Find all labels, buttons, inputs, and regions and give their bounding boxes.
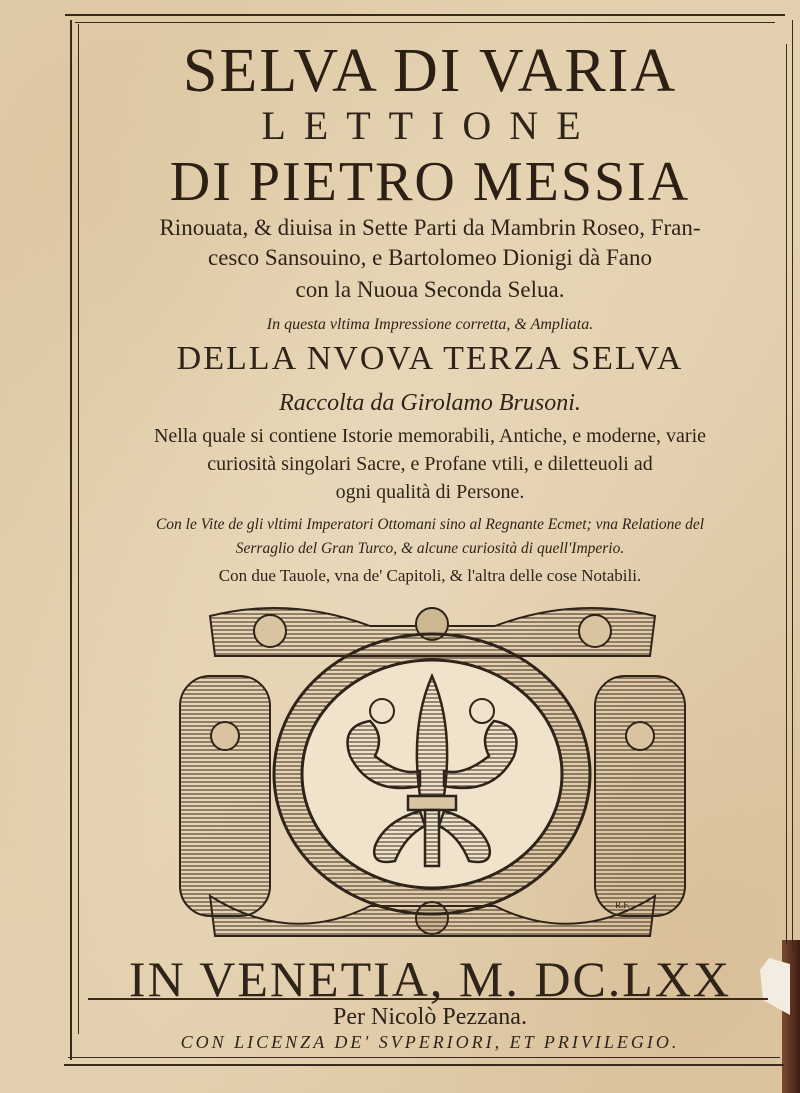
right-rule-inner (786, 44, 787, 944)
bottom-rule-outer (64, 1064, 784, 1066)
ottoman-line-1: Con le Vite de gli vltimi Imperatori Ottomani sino al Regnante Ecmet; vna Relatione del (155, 516, 705, 533)
contents-line-3: ogni qualità di Persone. (335, 481, 525, 503)
license-line: CON LICENZA DE' SVPERIORI, ET PRIVILEGIO. (180, 1032, 680, 1052)
top-rule-outer (65, 14, 785, 16)
third-selva-heading: DELLA NVOVA TERZA SELVA (176, 340, 684, 377)
printer-line: Per Nicolò Pezzana. (333, 1004, 527, 1030)
title-line-1: SELVA DI VARIA (182, 37, 678, 105)
title-line-2: LETTIONE (261, 103, 599, 148)
contents-line-1: Nella quale si contiene Istorie memorabili, Antiche, e moderne, varie (153, 425, 707, 447)
tables-line: Con due Tauole, vna de' Capitoli, & l'altra delle cose Notabili. (218, 566, 642, 585)
description-line-3: con la Nuoua Seconda Selua. (295, 277, 565, 302)
imprint-place-date: IN VENETIA, M. DC.LXX (128, 951, 732, 1007)
woodcut-printers-device (170, 596, 695, 946)
left-rule-inner (78, 24, 79, 1034)
right-rule-outer (792, 20, 793, 950)
description-line-2: cesco Sansouino, e Bartolomeo Dionigi dà Fano (208, 245, 652, 270)
top-rule-inner (75, 22, 775, 23)
ottoman-line-2: Serraglio del Gran Turco, & alcune curiosità di quell'Imperio. (235, 540, 625, 557)
contents-line-2: curiosità singolari Sacre, e Profane vtili, e diletteuoli ad (207, 453, 653, 475)
woodcut-initials: R.F. (615, 900, 630, 910)
edition-note: In questa vltima Impressione corretta, & Ampliata. (266, 316, 594, 333)
title-line-3: DI PIETRO MESSIA (169, 151, 691, 213)
compiler-line: Raccolta da Girolamo Brusoni. (279, 390, 581, 416)
left-rule-outer (70, 20, 72, 1060)
bottom-rule-inner (68, 1057, 780, 1058)
description-line-1: Rinouata, & diuisa in Sette Parti da Mambrin Roseo, Fran- (159, 215, 701, 240)
